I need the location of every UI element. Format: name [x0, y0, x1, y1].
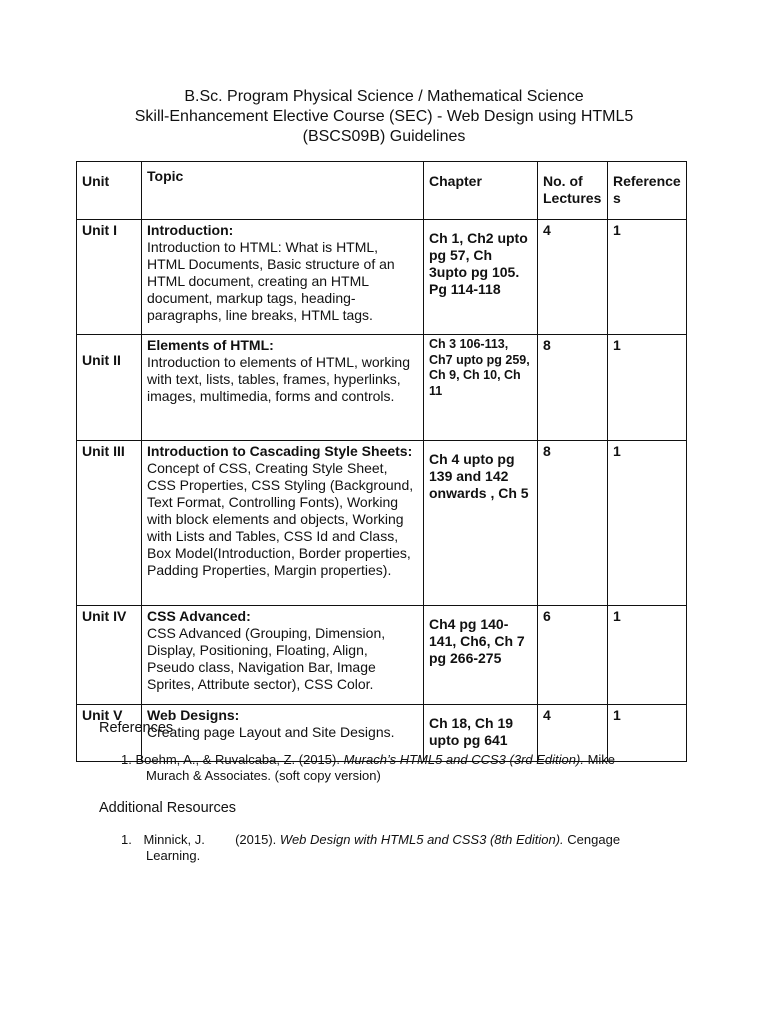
unit-cell: Unit V: [77, 705, 142, 762]
topic-cell: [142, 220, 424, 335]
lectures-cell: 4: [538, 220, 608, 335]
header-lectures: [538, 162, 608, 220]
topic-cell: [142, 441, 424, 606]
resource-publisher-part2: Learning.: [146, 848, 201, 863]
unit-cell: Unit II: [77, 335, 142, 441]
header-references: [608, 162, 687, 220]
topic-cell: [142, 606, 424, 705]
resource-title: Web Design with HTML5 and CSS3 (8th Edition).: [279, 832, 564, 847]
chapter-cell: Ch 18, Ch 19 upto pg 641: [424, 705, 538, 762]
table-row: [77, 220, 687, 335]
resource-publisher-part1: Cengage: [567, 832, 621, 847]
reference-title: Murach’s HTML5 and CCS3 (3rd Edition).: [343, 752, 584, 767]
topic-title: Elements of HTML:: [147, 337, 274, 353]
table-row: [77, 441, 687, 606]
resource-item: [121, 832, 681, 864]
references-cell: 1: [608, 441, 687, 606]
chapter-cell: Ch 1, Ch2 upto pg 57, Ch 3upto pg 105. Pg 114-118: [424, 220, 538, 335]
reference-number: 1.: [121, 752, 132, 767]
lectures-cell: 6: [538, 606, 608, 705]
unit-cell: Unit I: [77, 220, 142, 335]
document-header: [0, 87, 768, 147]
references-cell: 1: [608, 606, 687, 705]
lectures-cell: 8: [538, 441, 608, 606]
reference-publisher-part2: Murach & Associates. (soft copy version): [146, 768, 381, 783]
topic-body: Introduction to elements of HTML, working with text, lists, tables, frames, hyperlinks, images, multimedia, forms and controls.: [147, 354, 411, 404]
table-row: [77, 606, 687, 705]
table-row: [77, 335, 687, 441]
topic-title: CSS Advanced:: [147, 608, 251, 624]
unit-cell: Unit IV: [77, 606, 142, 705]
header-references-line1: Reference: [613, 173, 681, 189]
header-chapter: Chapter: [424, 162, 538, 220]
lectures-cell: 4: [538, 705, 608, 762]
reference-item: [121, 752, 681, 784]
header-references-line2: s: [613, 190, 621, 206]
table-header-row: [77, 162, 687, 220]
references-heading: References: [99, 720, 174, 736]
unit-cell: Unit III: [77, 441, 142, 606]
header-line-1: B.Sc. Program Physical Science / Mathematical Science: [184, 88, 584, 105]
topic-body: Creating page Layout and Site Designs.: [147, 724, 395, 740]
syllabus-table: [76, 161, 687, 762]
header-topic: Topic: [142, 162, 424, 220]
header-unit: Unit: [77, 162, 142, 220]
topic-body: Introduction to HTML: What is HTML, HTML Documents, Basic structure of an HTML document, creating an HTML document, markup tags, heading-paragraphs, line breaks, HTML tags.: [147, 239, 395, 323]
additional-resources-heading: Additional Resources: [99, 800, 237, 816]
resource-year: (2015).: [235, 832, 277, 847]
chapter-cell: Ch 4 upto pg 139 and 142 onwards , Ch 5: [424, 441, 538, 606]
topic-title: Web Designs:: [147, 707, 240, 723]
topic-cell: [142, 335, 424, 441]
topic-title: Introduction:: [147, 222, 234, 238]
header-line-2: Skill-Enhancement Elective Course (SEC) - Web Design using HTML5: [134, 108, 634, 125]
header-line-3: (BSCS09B) Guidelines: [302, 128, 466, 145]
resource-author: Minnick, J.: [143, 832, 205, 847]
reference-authors: Boehm, A., & Ruvalcaba, Z. (2015).: [135, 752, 340, 767]
topic-title: Introduction to Cascading Style Sheets:: [147, 443, 413, 459]
references-cell: 1: [608, 220, 687, 335]
reference-publisher-part1: Mike: [587, 752, 616, 767]
header-lectures-line2: Lectures: [543, 190, 602, 206]
topic-body: CSS Advanced (Grouping, Dimension, Display, Positioning, Floating, Align, Pseudo class, Navigation Bar, Image Sprites, Attribute sector), CSS Color.: [147, 625, 386, 692]
lectures-cell: 8: [538, 335, 608, 441]
resource-number: 1.: [121, 832, 132, 847]
chapter-cell: Ch 3 106-113, Ch7 upto pg 259, Ch 9, Ch 10, Ch 11: [424, 335, 538, 441]
header-lectures-line1: No. of: [543, 173, 583, 189]
references-cell: 1: [608, 705, 687, 762]
references-cell: 1: [608, 335, 687, 441]
chapter-cell: Ch4 pg 140-141, Ch6, Ch 7 pg 266-275: [424, 606, 538, 705]
topic-body: Concept of CSS, Creating Style Sheet, CSS Properties, CSS Styling (Background, Text Format, Controlling Fonts), Working with block elements and objects, Working with Lists and Tables, CSS Id and Class, Box Model(Introduction, Border properties, Padding Properties, Margin properties).: [147, 460, 414, 578]
